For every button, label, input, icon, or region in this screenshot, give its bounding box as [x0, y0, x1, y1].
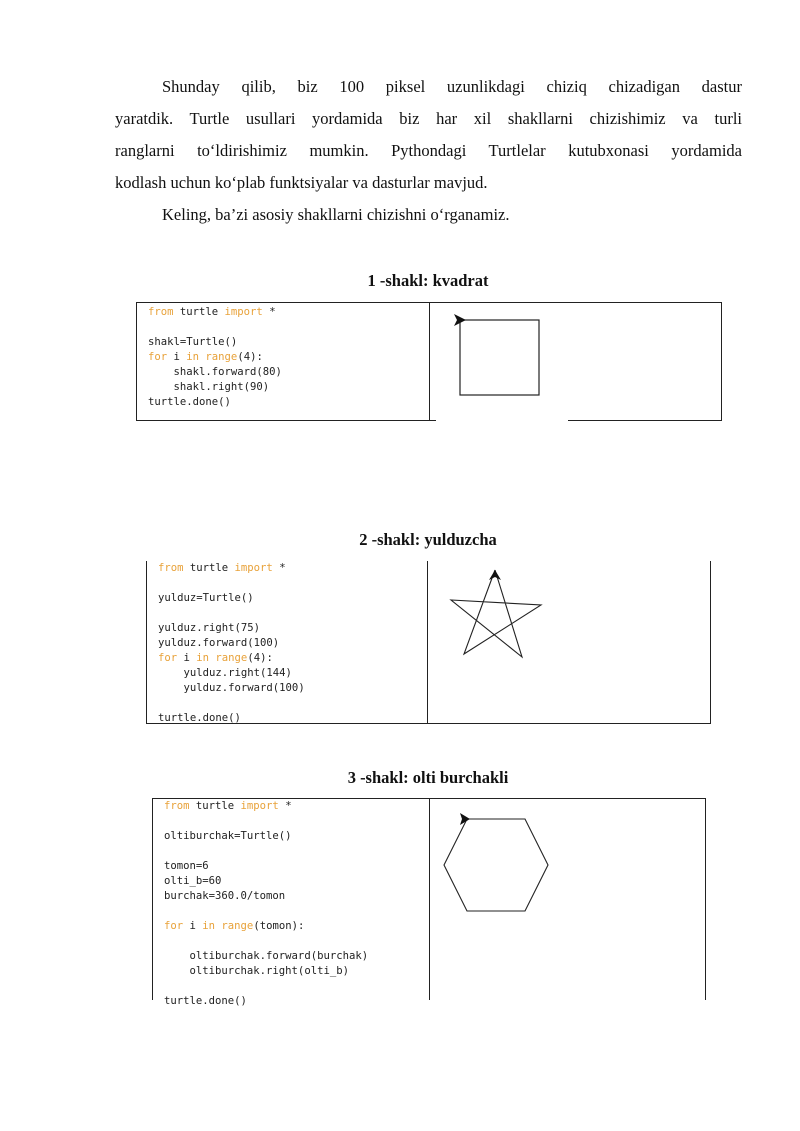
frame-border: [136, 420, 436, 421]
star-drawing: [440, 562, 555, 667]
paragraph-line: ranglarni to‘ldirishimiz mumkin. Pythondagi Turtlelar kutubxonasi yordamida: [115, 141, 742, 160]
paragraph-line: yaratdik. Turtle usullari yordamida biz har xil shakllarni chizishimiz va turli: [115, 109, 742, 128]
frame-border: [568, 420, 722, 421]
hexagon-drawing: [440, 810, 555, 915]
figure-caption: 3 -shakl: olti burchakli: [347, 768, 509, 787]
paragraph-line: Keling, ba’zi asosiy shakllarni chizishni o‘rganamiz.: [162, 205, 510, 224]
frame-border: [146, 561, 147, 724]
turtle-arrow-icon: [489, 570, 501, 580]
star-shape: [451, 570, 541, 657]
square-shape: [460, 320, 539, 395]
frame-border: [721, 302, 722, 421]
hexagon-shape: [444, 819, 548, 911]
frame-border: [429, 798, 430, 1000]
code-block: from turtle import * shakl=Turtle() for i in range(4): shakl.forward(80) shakl.right(90) turtle.done(): [148, 306, 282, 408]
paragraph-line: Shunday qilib, biz 100 piksel uzunlikdagi chiziq chizadigan dastur: [162, 77, 742, 96]
figure-caption: 2 -shakl: yulduzcha: [359, 530, 497, 549]
code-block: from turtle import * yulduz=Turtle() yulduz.right(75) yulduz.forward(100) for i in range(4): yulduz.right(144) yulduz.forward(100) turtle.done(): [158, 562, 305, 724]
frame-border: [427, 561, 428, 724]
code-block: from turtle import * oltiburchak=Turtle() tomon=6 olti_b=60 burchak=360.0/tomon for i in range(tomon): oltiburchak.forward(burchak) oltiburchak.right(olti_b) turtle.done(): [164, 800, 369, 1007]
frame-border: [136, 302, 137, 421]
frame-border: [152, 798, 153, 1000]
frame-border: [710, 561, 711, 724]
square-drawing: [440, 306, 560, 406]
figure-caption: 1 -shakl: kvadrat: [367, 271, 489, 290]
frame-border: [429, 302, 430, 421]
paragraph-line: kodlash uchun ko‘plab funktsiyalar va dasturlar mavjud.: [115, 173, 488, 192]
frame-border: [705, 798, 706, 1000]
